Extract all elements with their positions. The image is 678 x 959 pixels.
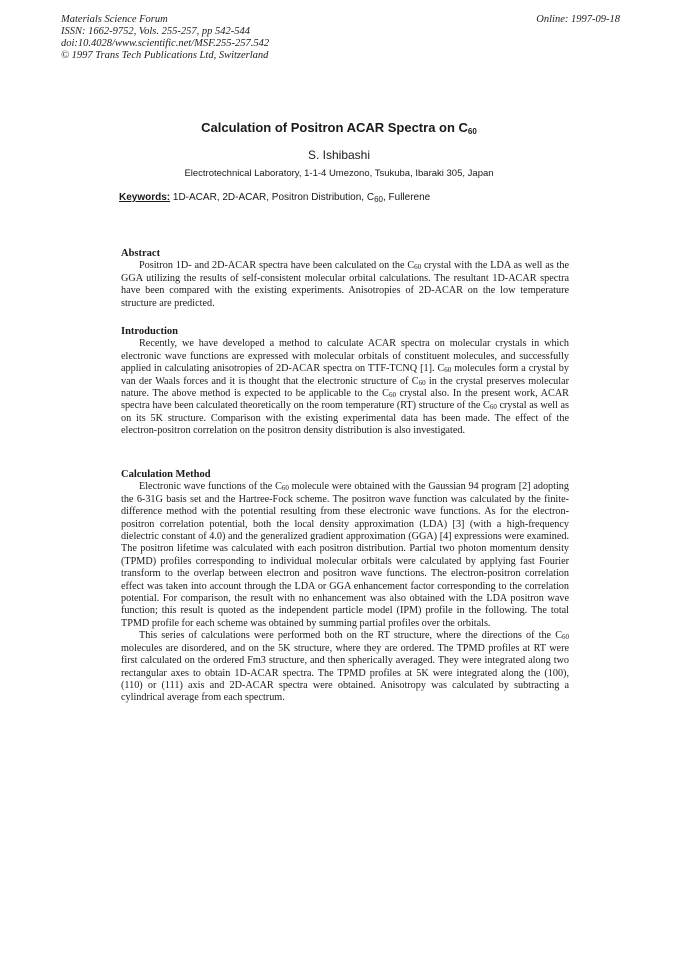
issn-line: ISSN: 1662-9752, Vols. 255-257, pp 542-544: [61, 26, 250, 37]
journal-name: Materials Science Forum: [61, 14, 168, 25]
introduction-section: [121, 326, 569, 438]
abstract-text: Positron 1D- and 2D-ACAR spectra have been calculated on the $C_{60}$ crystal with the LDA as well as the GGA utilizing the results of self-consistent molecular orbital calculations. The resultant 1D-ACAR spectra have been compared with the existing experiments. Anisotropies of 2D-ACAR on the low temperature structure are predicted.: [121, 260, 569, 309]
method-paragraph-2: This series of calculations were performed both on the RT structure, where the directions of the $C_{60}$ molecules are disordered, and on the 5K structure, where they are ordered. The TPMD profiles at RT were first calculated on the ordered Fm3 structure, and then spherically averaged. They were integrated along two rectangular axes to obtain 1D-ACAR spectra. The TPMD profiles at 5K were integrated along the (100), (110) or (111) axis and 2D-ACAR spectra were obtained. Anisotropy was calculated by subtracting a cylindrical average from each spectrum.: [121, 630, 569, 704]
doi-line: doi:10.4028/www.scientific.net/MSF.255-257.542: [61, 38, 270, 49]
abstract-heading: Abstract: [121, 248, 161, 259]
introduction-heading: Introduction: [121, 326, 178, 337]
author-name: S. Ishibashi: [307, 148, 371, 162]
method-heading: Calculation Method: [121, 469, 211, 480]
introduction-text: Recently, we have developed a method to calculate ACAR spectra on molecular crystals in which electronic wave functions are expressed with molecular orbitals of constituent molecules, and successfully applied in calculating anisotropies of 2D-ACAR spectra on TTF-TCNQ [1]. $C_{60}$ molecules form a crystal by van der Waals forces and it is thought that the electronic structure of $C_{60}$ in the crystal preserves molecular nature. The above method is expected to be applicable to the $C_{60}$ crystal also. In the present work, ACAR spectra have been calculated theoretically on the room temperature (RT) structure of the $C_{60}$ crystal as well as on its 5K structure. Comparison with the existing experimental data has been made. The effect of the electron-positron correlation on the positron density distribution is also investigated.: [121, 338, 569, 437]
method-paragraph-1: Electronic wave functions of the $C_{60}$ molecule were obtained with the Gaussian 94 program [2] adopting the 6-31G basis set and the Hartree-Fock scheme. The positron wave function was calculated by the finite-difference method with the potential resulting from these electronic wave functions. As for the electron-positron correlation potential, both the local density approximation (LDA) [3] (with a high-frequency dielectric constant of 4.0) and the generalized gradient approximation (GGA) [4] expressions were examined. The positron lifetime was calculated with each positron distribution. Partial two photon momentum density (TPMD) profiles corresponding to individual molecular orbitals were calculated by applying fast Fourier transform to the overlap between electron and positron wave functions. The electron-positron correlation effect was taken into account through the LDA or GGA enhancement factor corresponding to the correlation potential. For comparison, the result with no enhancement was also obtained with the LDA positron wave function; this result is quoted as the independent particle model (IPM) profile in the following. The total TPMD profile for each scheme was obtained by summing partial profiles over the orbitals.: [121, 481, 569, 629]
method-section: [121, 469, 569, 705]
keywords-label: Keywords:: [119, 192, 171, 203]
citation-header: [61, 14, 269, 62]
abstract-section: [121, 248, 569, 310]
affiliation: Electrotechnical Laboratory, 1-1-4 Umezono, Tsukuba, Ibaraki 305, Japan: [184, 168, 494, 179]
online-date: Online: 1997-09-18: [536, 14, 620, 25]
copyright-line: © 1997 Trans Tech Publications Ltd, Switzerland: [61, 50, 269, 61]
paper-title: Calculation of Positron ACAR Spectra on $C_{60}$: [201, 120, 477, 136]
keywords: Keywords: 1D-ACAR, 2D-ACAR, Positron Distribution, $C_{60}$, Fullerene: [119, 192, 431, 204]
